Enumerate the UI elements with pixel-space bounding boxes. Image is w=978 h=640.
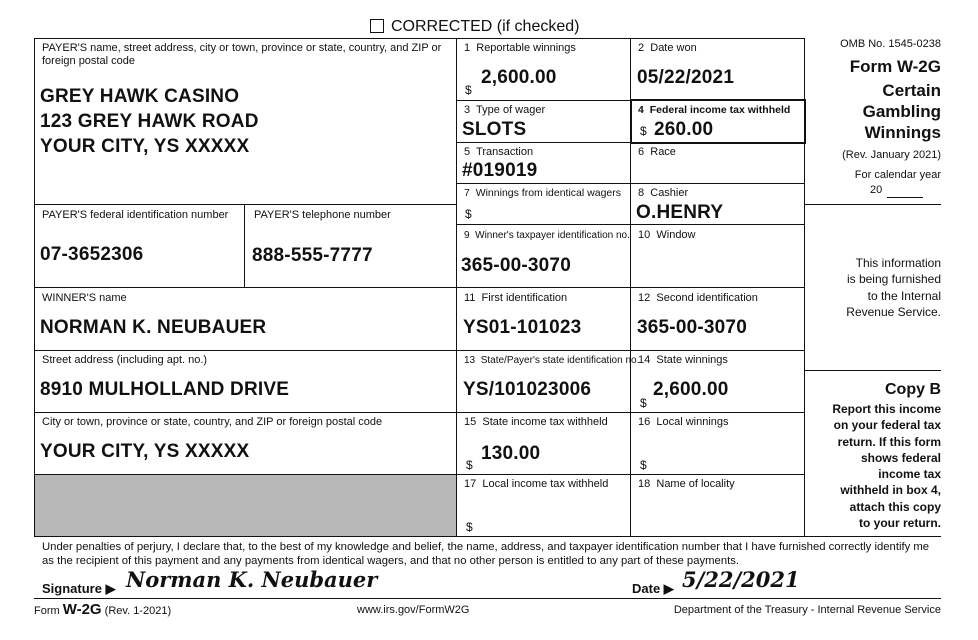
- omb-number: OMB No. 1545-0238: [840, 38, 941, 50]
- box4-label: 4 Federal income tax withheld: [638, 104, 791, 116]
- box13-value: YS/101023006: [463, 379, 592, 400]
- signature-date[interactable]: 5/22/2021: [682, 567, 800, 592]
- box7-dollar: $: [465, 207, 472, 221]
- box8-label: 8 Cashier: [638, 187, 689, 199]
- box2-value: 05/22/2021: [637, 67, 735, 88]
- box4-value: 260.00: [654, 119, 714, 140]
- shaded-area: [35, 475, 456, 536]
- calendar-year-blank[interactable]: [887, 197, 923, 198]
- signature-label: Signature ▶: [42, 581, 116, 596]
- box12-value: 365-00-3070: [637, 317, 747, 338]
- calendar-year-label: For calendar year: [854, 169, 941, 181]
- box2-label: 2 Date won: [638, 42, 697, 54]
- box1-dollar: $: [465, 83, 472, 97]
- payer-phone-label: PAYER'S telephone number: [254, 209, 391, 221]
- box3-value: SLOTS: [462, 119, 527, 140]
- box11-value: YS01-101023: [463, 317, 582, 338]
- box14-dollar: $: [640, 396, 647, 410]
- signature[interactable]: Norman K. Neubauer: [126, 567, 378, 592]
- box11-label: 11 First identification: [464, 292, 568, 304]
- corrected-label: CORRECTED (if checked): [391, 18, 580, 35]
- box10-label: 10 Window: [638, 229, 696, 241]
- payer-label: PAYER'S name, street address, city or town, province or state, country, and ZIP or foreign postal code: [42, 42, 442, 67]
- winner-city: YOUR CITY, YS XXXXX: [40, 441, 250, 462]
- box13-label: 13 State/Payer's state identification no.: [464, 355, 640, 366]
- box9-label: 9 Winner's taxpayer identification no.: [464, 230, 630, 241]
- perjury-statement: Under penalties of perjury, I declare that, to the best of my knowledge and belief, the name, address, and taxpayer identification number that I have furnished correctly identify me as the recipient of this payment and any payments from identical wagers, and that no other person is entitled to any part of these payments.: [42, 541, 930, 567]
- footer-url[interactable]: www.irs.gov/FormW2G: [357, 604, 470, 616]
- payer-name: GREY HAWK CASINO: [40, 86, 240, 107]
- winner-street-label: Street address (including apt. no.): [42, 354, 208, 366]
- winner-name: NORMAN K. NEUBAUER: [40, 317, 267, 338]
- corrected-checkbox[interactable]: [370, 19, 384, 33]
- footer-department: Department of the Treasury - Internal Revenue Service: [673, 604, 941, 616]
- box15-label: 15 State income tax withheld: [464, 416, 608, 428]
- box16-label: 16 Local winnings: [638, 416, 729, 428]
- box18-label: 18 Name of locality: [638, 478, 735, 490]
- copy-instructions: Report this income on your federal tax return. If this form shows federal income tax withheld in box 4, attach this copy to your return.: [832, 402, 941, 531]
- form-name: Form W-2G: [849, 57, 941, 76]
- calendar-year-prefix: 20: [870, 184, 883, 196]
- box14-label: 14 State winnings: [638, 354, 728, 366]
- info-line3: to the Internal: [867, 289, 941, 303]
- rev-date: (Rev. January 2021): [842, 149, 941, 161]
- box5-label: 5 Transaction: [464, 146, 534, 158]
- payer-phone: 888-555-7777: [252, 245, 373, 266]
- box1-value: 2,600.00: [481, 67, 557, 88]
- box17-label: 17 Local income tax withheld: [464, 478, 609, 490]
- box6-label: 6 Race: [638, 146, 676, 158]
- info-line2: is being furnished: [846, 272, 941, 286]
- box7-label: 7 Winnings from identical wagers: [464, 187, 621, 199]
- box17-dollar: $: [466, 520, 473, 534]
- winner-street: 8910 MULHOLLAND DRIVE: [40, 379, 290, 400]
- date-label: Date ▶: [632, 581, 674, 596]
- box8-value: O.HENRY: [636, 202, 724, 223]
- title-line1: Certain: [882, 81, 941, 100]
- box9-value: 365-00-3070: [461, 255, 571, 276]
- title-line3: Winnings: [864, 123, 941, 142]
- box5-value: #019019: [462, 160, 538, 181]
- box12-label: 12 Second identification: [638, 292, 758, 304]
- payer-city: YOUR CITY, YS XXXXX: [40, 136, 250, 157]
- box16-dollar: $: [640, 458, 647, 472]
- info-line4: Revenue Service.: [846, 305, 941, 319]
- copy-label: Copy B: [885, 381, 941, 398]
- box14-value: 2,600.00: [653, 379, 729, 400]
- winner-name-label: WINNER'S name: [42, 292, 127, 304]
- box4-dollar: $: [640, 124, 647, 138]
- info-line1: This information: [855, 256, 941, 270]
- box3-label: 3 Type of wager: [464, 104, 546, 116]
- payer-fein: 07-3652306: [40, 244, 144, 265]
- winner-city-label: City or town, province or state, country, and ZIP or foreign postal code: [42, 416, 383, 428]
- box15-dollar: $: [466, 458, 473, 472]
- box15-value: 130.00: [481, 443, 541, 464]
- payer-street: 123 GREY HAWK ROAD: [40, 111, 259, 132]
- title-line2: Gambling: [862, 102, 941, 121]
- footer-form-id: Form W-2G (Rev. 1-2021): [34, 601, 172, 618]
- payer-fein-label: PAYER'S federal identification number: [42, 209, 229, 221]
- box1-label: 1 Reportable winnings: [464, 42, 576, 54]
